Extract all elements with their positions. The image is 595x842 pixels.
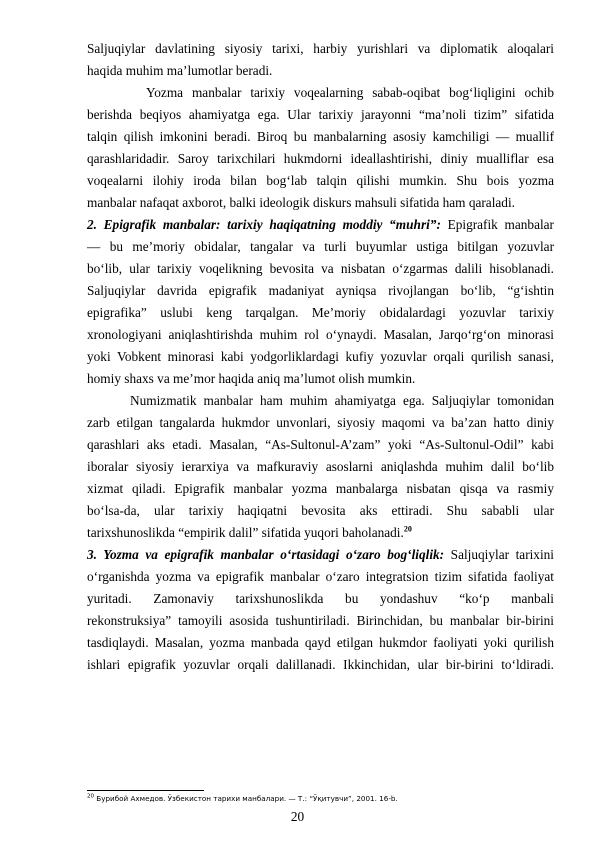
paragraph-line: iboralar siyosiy ierarxiya va mafkuraviy asoslarni aniqlashda muhim dalil bo‘lib — [87, 459, 554, 474]
paragraph-line: berishda beqiyos ahamiyatga ega. Ular tarixiy jarayonni “ma’noli tizim” sifatida — [87, 107, 554, 122]
paragraph-line: zarb etilgan tangalarda hukmdor unvonlari, siyosiy maqomi va ba’zan hatto diniy — [87, 415, 554, 430]
paragraph-line: manbalar nafaqat axborot, balki ideologik diskurs mahsuli sifatida ham qaraladi. — [87, 195, 515, 210]
paragraph-line: ishlari epigrafik yozuvlar orqali dalillanadi. Ikkinchidan, ular bir-birini to‘ldiradi. — [87, 657, 554, 672]
footnote-divider — [87, 790, 204, 791]
paragraph-line: haqida muhim ma’lumotlar beradi. — [87, 63, 273, 78]
paragraph-line: Saljuqiylar davlatining siyosiy tarixi, harbiy yurishlari va diplomatik aloqalari — [87, 41, 554, 56]
footnote-reference[interactable]: 20 — [403, 524, 412, 534]
paragraph-line: Numizmatik manbalar ham muhim ahamiyatga ega. Saljuqiylar tomonidan — [130, 393, 554, 408]
paragraph-text: Saljuqiylar tarixini — [444, 547, 554, 562]
paragraph-line: qarashlari aks etadi. Masalan, “As-Sultonul-A’zam” yoki “As-Sultonul-Odil” kabi — [87, 437, 554, 452]
paragraph-line: bo‘lib, ular tarixiy voqelikning bevosita va nisbatan o‘zgarmas dalili hisoblanadi. — [87, 261, 554, 276]
paragraph-line: talqin qilish imkonini beradi. Biroq bu manbalarning asosiy kamchiligi — muallif — [87, 129, 554, 144]
paragraph-line: bo‘lsa-da, ular tarixiy haqiqatni bevosita aks ettiradi. Shu sababli ular — [87, 503, 554, 518]
paragraph-line: xronologiyani aniqlashtirishda muhim rol o‘ynaydi. Masalan, Jarqo‘rg‘on minorasi — [87, 327, 554, 342]
footnote-text: Бурибой Ахмедов. Ўзбекистон тарихи манбалари. — Т.: “Ўқитувчи”, 2001. 16-b. — [94, 794, 398, 803]
paragraph-text: Epigrafik manbalar — [440, 217, 554, 232]
paragraph-line: — bu me’moriy obidalar, tangalar va turli buyumlar ustiga bitilgan yozuvlar — [87, 239, 554, 254]
footnote-number: 20 — [87, 793, 94, 800]
paragraph-line: yuritadi. Zamonaviy tarixshunoslikda bu yondashuv “ko‘p manbali — [87, 591, 554, 606]
paragraph-line: Yozma manbalar tarixiy voqealarning sabab-oqibat bog‘liqligini ochib — [146, 85, 554, 100]
paragraph-line: xizmat qiladi. Epigrafik manbalar yozma manbalarga nisbatan qisqa va rasmiy — [87, 481, 554, 496]
section-heading: 2. Epigrafik manbalar: tarixiy haqiqatning moddiy “muhri”: — [87, 217, 441, 232]
page-number: 20 — [290, 809, 305, 824]
paragraph-text: tarixshunoslikda “empirik dalil” sifatida yuqori baholanadi. — [87, 525, 404, 540]
paragraph-line: homiy shaxs va me’mor haqida aniq ma’lumot olish mumkin. — [87, 371, 416, 386]
paragraph-line: qarashlaridadir. Saroy tarixchilari hukmdorni ideallashtirishi, diniy mualliflar esa — [87, 151, 554, 166]
paragraph-line: epigrafika” uslubi keng tarqalgan. Me’moriy obidalardagi yozuvlar tarixiy — [87, 305, 554, 320]
paragraph-line: o‘rganishda yozma va epigrafik manbalar o‘zaro integratsion tizim sifatida faoliyat — [87, 569, 554, 584]
paragraph-line: Saljuqiylar davrida epigrafik madaniyat ayniqsa rivojlangan bo‘lib, “g‘ishtin — [87, 283, 554, 298]
paragraph-line: rekonstruksiya” tamoyili asosida tushuntiriladi. Birinchidan, bu manbalar bir-birini — [87, 613, 554, 628]
section-heading: 3. Yozma va epigrafik manbalar o‘rtasidagi o‘zaro bog‘liqlik: — [87, 547, 445, 562]
paragraph-line: yoki Vobkent minorasi kabi yodgorliklardagi kufiy yozuvlar orqali qurilish sanasi, — [87, 349, 554, 364]
paragraph-line — [87, 522, 554, 544]
paragraph-line: voqealarni ilohiy iroda bilan bog‘lab talqin qilishi mumkin. Shu bois yozma — [87, 173, 554, 188]
section-heading-line — [87, 214, 554, 236]
footnote — [87, 794, 554, 804]
section-heading-line — [87, 544, 554, 566]
paragraph-line: tasdiqlaydi. Masalan, yozma manbada qayd etilgan hukmdor faoliyati yoki qurilish — [87, 635, 554, 650]
